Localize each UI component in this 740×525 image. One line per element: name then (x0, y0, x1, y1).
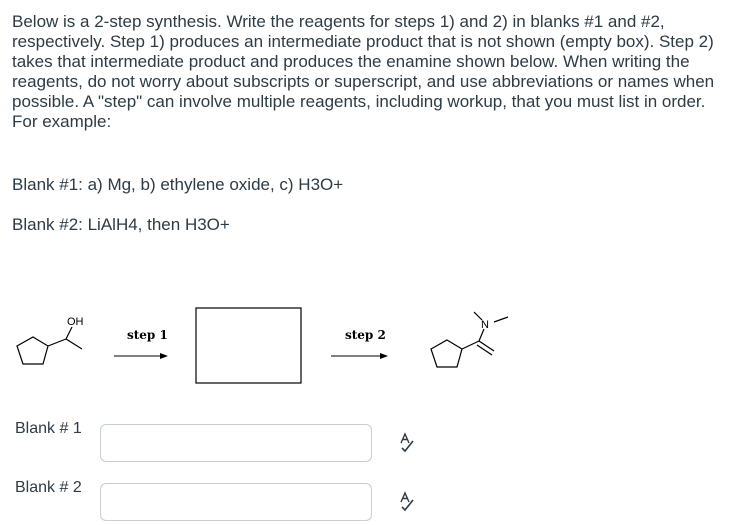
example-blank-2: Blank #2: LiAlH4, then H3O+ (12, 215, 230, 234)
blank-1-label: Blank # 1 (15, 420, 82, 437)
reactant-structure (17, 327, 82, 364)
step-2-arrow (331, 353, 388, 359)
product-enamine-structure (431, 312, 508, 367)
blank-2-input[interactable] (100, 483, 372, 521)
step-2-label: step 2 (345, 328, 386, 342)
step-1-label: step 1 (127, 328, 168, 342)
intermediate-empty-box (196, 308, 301, 383)
reactant-oh-label: OH (67, 316, 84, 328)
example-blank-1: Blank #1: a) Mg, b) ethylene oxide, c) H3O+ (12, 175, 344, 194)
synthesis-scheme (0, 295, 740, 405)
blank-1-input[interactable] (100, 424, 372, 462)
spell-check-icon[interactable] (396, 491, 416, 513)
step-1-arrow (114, 353, 168, 359)
spell-check-icon[interactable] (396, 432, 416, 454)
product-n-label: N (481, 319, 489, 331)
question-prompt: Below is a 2-step synthesis. Write the reagents for steps 1) and 2) in blanks #1 and #2, respectively. Step 1) produces an intermediate product that is not shown (empty box). Step 2) takes that intermediate product and produces the enamine shown below. When writing the reagents, do not worry about subscripts or superscript, and use abbreviations or names when possible. A "step" can involve multiple reagents, including workup, that you must list in order. For example: (12, 12, 715, 131)
blank-2-label: Blank # 2 (15, 479, 82, 496)
